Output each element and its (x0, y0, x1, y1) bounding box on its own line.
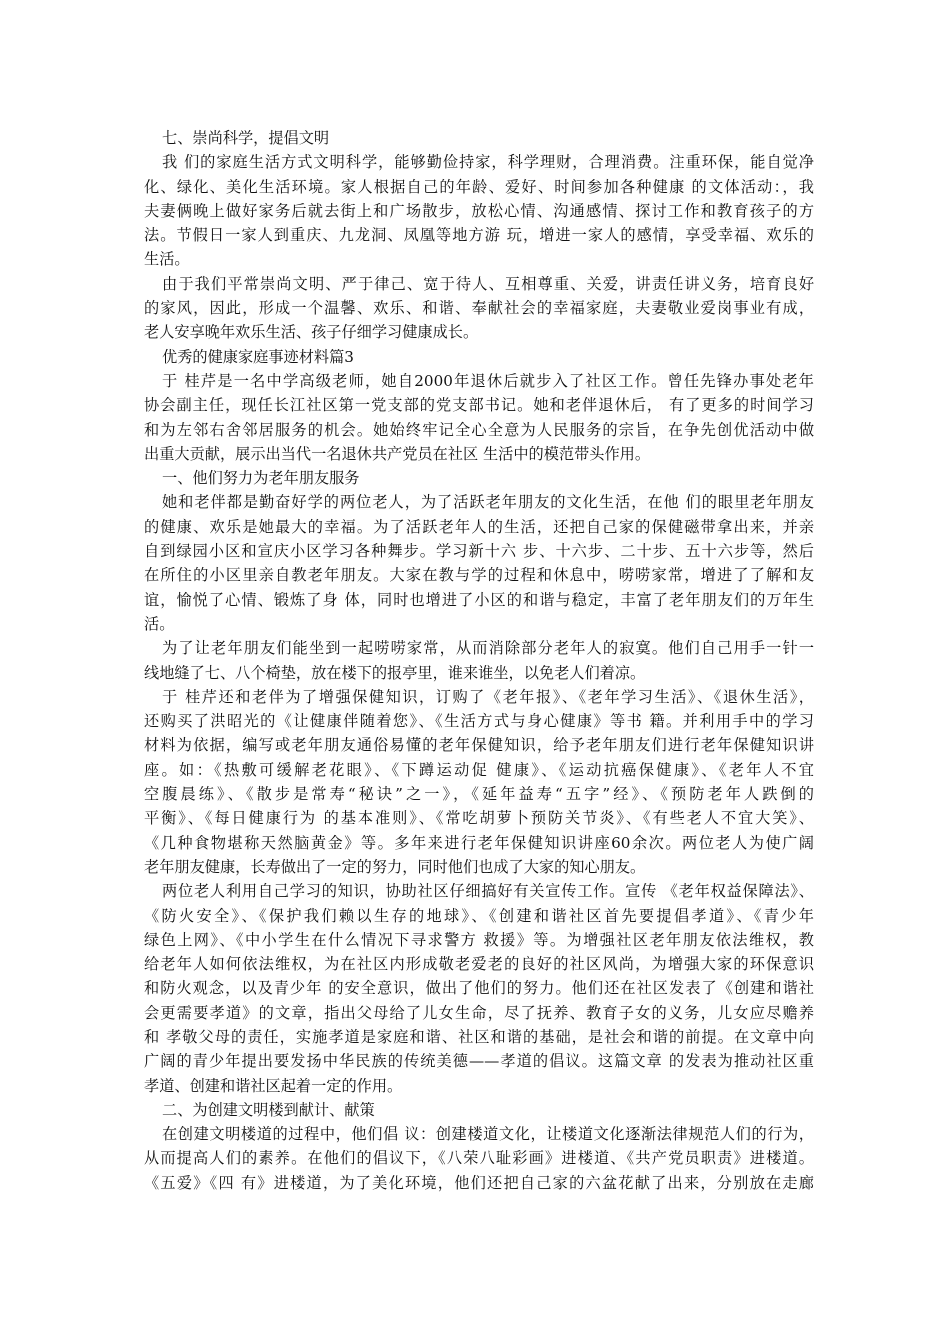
paragraph-line: 两位老人利用自己学习的知识，协助社区仔细搞好有关宣传工作。宣传 《老年权益保障法》、 (162, 882, 814, 901)
paragraph-line: 夫妻俩晚上做好家务后就去街上和广场散步，放松心情、沟通感情、探讨工作和教育孩子的方 (144, 201, 814, 220)
paragraph-line: 的家风，因此，形成一个温馨、欢乐、和谐、奉献社会的幸福家庭，夫妻敬业爱岗事业有成， (144, 299, 814, 318)
paragraph-line: 我 们的家庭生活方式文明科学，能够勤俭持家，科学理财，合理消费。注重环保，能自觉净 (162, 153, 814, 172)
paragraph-line: 的健康、欢乐是她最大的幸福。为了活跃老年人的生活，还把自己家的保健磁带拿出来，并亲 (144, 517, 814, 536)
document-page (144, 126, 814, 1195)
paragraph-line: 和为左邻右舍邻居服务的机会。她始终牢记全心全意为人民服务的宗旨，在争先创优活动中做 (144, 420, 814, 439)
paragraph-line: 谊，愉悦了心情、锻炼了身 体，同时也增进了小区的和谐与稳定，丰富了老年朋友们的万年生 (144, 590, 814, 609)
paragraph-line: 和 孝敬父母的责任，实施孝道是家庭和谐、社区和谐的基础，是社会和谐的前提。在文章中向 (144, 1027, 814, 1046)
paragraph-line: 于 桂芹是一名中学高级老师，她自2000年退休后就步入了社区工作。曾任先锋办事处老年 (162, 371, 814, 390)
paragraph-line: 平衡》、《每日健康行为 的基本准则》、《常吃胡萝卜预防关节炎》、《有些老人不宜大笑》、 (144, 809, 814, 828)
paragraph (144, 272, 814, 345)
paragraph (144, 1122, 814, 1195)
paragraph-line: 座。如：《热敷可缓解老花眼》、《下蹲运动促 健康》、《运动抗癌保健康》、《老年人不宜 (144, 760, 814, 779)
heading-text: 优秀的健康家庭事迹材料篇3 (162, 347, 354, 366)
section-heading (144, 345, 814, 369)
heading-text: 二、为创建文明楼到献计、献策 (162, 1100, 375, 1119)
paragraph-line: 线地缝了七、八个椅垫，放在楼下的报亭里，谁来谁坐，以免老人们着凉。 (144, 663, 646, 682)
paragraph (144, 490, 814, 636)
paragraph-line: 为了让老年朋友们能坐到一起唠唠家常，从而消除部分老年人的寂寞。他们自己用手一针一 (162, 639, 814, 658)
paragraph (144, 150, 814, 271)
paragraph-line: 《防火安全》、《保护我们赖以生存的地球》、《创建和谐社区首先要提倡孝道》、《青少年 (144, 906, 814, 925)
paragraph-line: 会更需要孝道》的文章，指出父母给了儿女生命，尽了抚养、教育子女的义务，儿女应尽赡养 (144, 1003, 814, 1022)
paragraph-line: 法。节假日一家人到重庆、九龙洞、凤凰等地方游 玩，增进一家人的感情，享受幸福、欢乐的 (144, 226, 814, 245)
paragraph-line: 材料为依据，编写或老年朋友通俗易懂的老年保健知识，给予老年朋友们进行老年保健知识讲 (144, 736, 814, 755)
paragraph-line: 活。 (144, 614, 175, 633)
paragraph-line: 出重大贡献，展示出当代一名退休共产党员在社区 生活中的模范带头作用。 (144, 444, 651, 463)
paragraph-line: 在所住的小区里亲自教老年朋友。大家在教与学的过程和休息中，唠唠家常，增进了了解和友 (144, 566, 814, 585)
paragraph-line: 绿色上网》、《中小学生在什么情况下寻求警方 救援》等。为增强社区老年朋友依法维权，教 (144, 930, 814, 949)
section-heading (144, 466, 814, 490)
paragraph-line: 孝道、创建和谐社区起着一定的作用。 (144, 1076, 403, 1095)
paragraph-line: 老年朋友健康，长寿做出了一定的努力，同时他们也成了大家的知心朋友。 (144, 857, 646, 876)
paragraph-line: 在创建文明楼道的过程中，他们倡 议：创建楼道文化，让楼道文化逐渐法律规范人们的行为， (162, 1125, 814, 1144)
paragraph-line: 自到绿园小区和宣庆小区学习各种舞步。学习新十六 步、十六步、二十步、五十六步等，然后 (144, 542, 814, 561)
heading-text: 一、他们努力为老年朋友服务 (162, 469, 360, 488)
heading-text: 七、崇尚科学，提倡文明 (162, 129, 330, 147)
paragraph-line: 《几种食物堪称天然脑黄金》等。多年来进行老年保健知识讲座60余次。两位老人为使广阔 (144, 833, 814, 852)
paragraph-line: 她和老伴都是勤奋好学的两位老人，为了活跃老年朋友的文化生活，在他 们的眼里老年朋友 (162, 493, 814, 512)
paragraph-line: 于 桂芹还和老伴为了增强保健知识，订购了《老年报》、《老年学习生活》、《退休生活》， (162, 687, 814, 706)
paragraph-line: 和防火观念，以及青少年 的安全意识，做出了他们的努力。他们还在社区发表了《创建和谐社 (144, 979, 814, 998)
paragraph-line: 给老年人如何依法维权，为在社区内形成敬老爱老的良好的社区风尚，为增强大家的环保意识 (144, 955, 814, 974)
paragraph-line: 广阔的青少年提出要发扬中华民族的传统美德——孝道的倡议。这篇文章 的发表为推动社区重 (144, 1052, 814, 1071)
section-heading (144, 1098, 814, 1122)
paragraph (144, 369, 814, 466)
paragraph-line: 《五爱》《四 有》进楼道，为了美化环境，他们还把自己家的六盆花献了出来，分别放在走廊 (144, 1173, 814, 1192)
paragraph-line: 协会副主任，现任长江社区第一党支部的党支部书记。她和老伴退休后， 有了更多的时间学习 (144, 396, 814, 415)
paragraph (144, 879, 814, 1098)
section-heading (144, 126, 814, 150)
paragraph-line: 从而提高人们的素养。在他们的倡议下，《八荣八耻彩画》进楼道、《共产党员职责》进楼道。 (144, 1149, 814, 1168)
paragraph-line: 由于我们平常崇尚文明、严于律己、宽于待人、互相尊重、关爱，讲责任讲义务，培育良好 (162, 274, 814, 293)
paragraph-line: 老人安享晚年欢乐生活、孩子仔细学习健康成长。 (144, 323, 479, 342)
paragraph-line: 化、绿化、美化生活环境。家人根据自己的年龄、爱好、时间参加各种健康 的文体活动：，我 (144, 177, 814, 196)
paragraph (144, 636, 814, 685)
paragraph-line: 空腹晨练》、《散步是常寿“秘诀”之一》，《延年益寿“五字”经》、《预防老年人跌倒的 (144, 785, 814, 804)
paragraph-line: 生活。 (144, 250, 190, 269)
paragraph-line: 还购买了洪昭光的《让健康伴随着您》、《生活方式与身心健康》等书 籍。并利用手中的学习 (144, 712, 814, 731)
paragraph (144, 685, 814, 879)
